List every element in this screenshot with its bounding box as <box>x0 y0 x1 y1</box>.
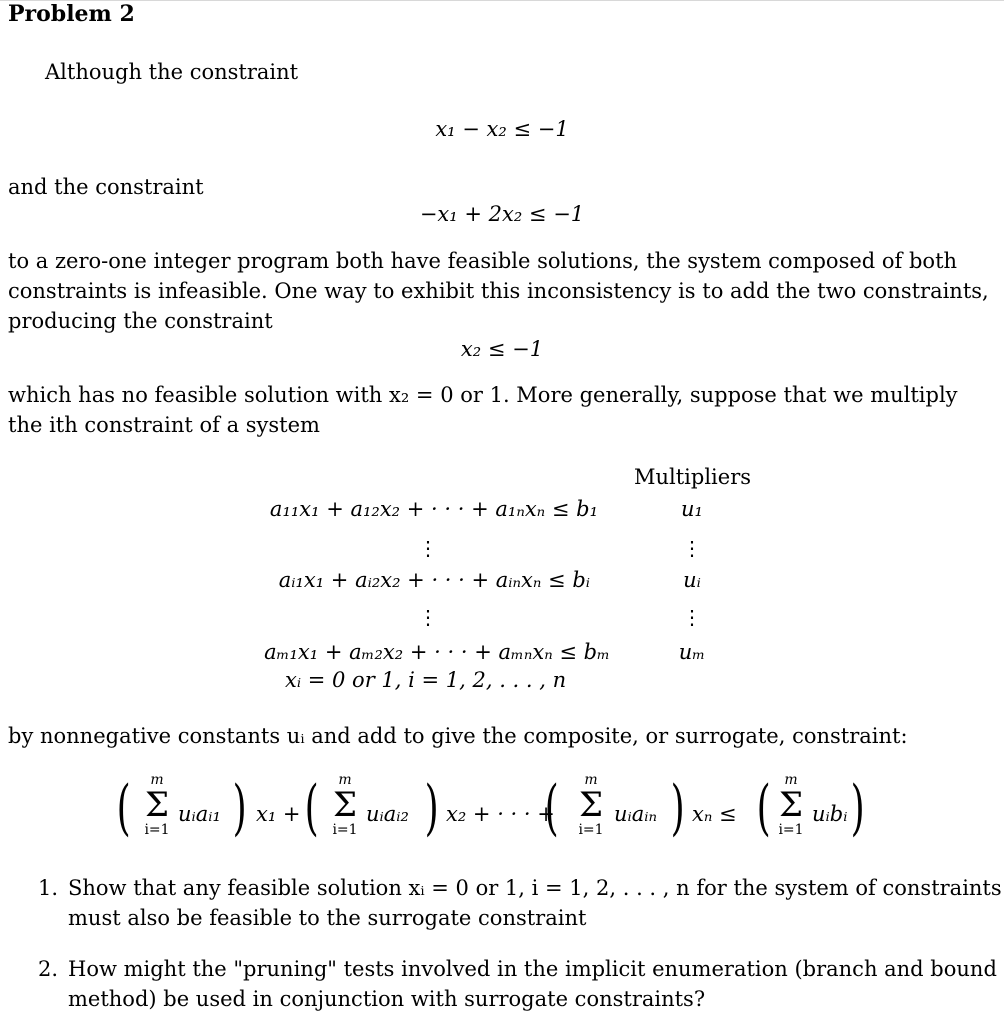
left-paren-4: ( <box>756 773 771 843</box>
left-paren-2: ( <box>304 773 319 843</box>
domain-constraint: xᵢ = 0 or 1, i = 1, 2, . . . , n <box>285 668 567 692</box>
and-text: and the constraint <box>8 175 204 199</box>
x2-term: x₂ + · · · + <box>446 802 555 826</box>
summation-4: m Σ i=1 <box>778 772 804 838</box>
term-2: uᵢaᵢ₂ <box>366 802 409 826</box>
multiplier-um: uₘ <box>678 640 706 664</box>
paragraph-1-line-3: producing the constraint <box>8 309 273 333</box>
right-paren-3: ) <box>670 773 685 843</box>
top-rule <box>0 0 1004 1</box>
constraint-row-1: a₁₁x₁ + a₁₂x₂ + · · · + a₁ₙxₙ ≤ b₁ <box>269 497 598 521</box>
summation-2: m Σ i=1 <box>332 772 358 838</box>
x1-term: x₁ + <box>256 802 301 826</box>
xn-term: xₙ ≤ <box>692 802 737 826</box>
equation-3: x₂ ≤ −1 <box>460 337 544 361</box>
summation-3: m Σ i=1 <box>578 772 604 838</box>
constraint-row-i: aᵢ₁x₁ + aᵢ₂x₂ + · · · + aᵢₙxₙ ≤ bᵢ <box>278 568 590 592</box>
multiplier-u1: u₁ <box>681 497 703 521</box>
summation-1: m Σ i=1 <box>144 772 170 838</box>
list-item-2: 2. How might the "pruning" tests involved in the implicit enumeration (branch and bound <box>38 957 997 981</box>
vdots-right-1: ⋮ <box>682 536 702 560</box>
list-item-1-continued: must also be feasible to the surrogate constraint <box>68 906 587 930</box>
intro-text: Although the constraint <box>45 60 299 84</box>
right-paren-4: ) <box>850 773 865 843</box>
list-item-2-continued: method) be used in conjunction with surrogate constraints? <box>68 987 706 1011</box>
constraint-row-m: aₘ₁x₁ + aₘ₂x₂ + · · · + aₘₙxₙ ≤ bₘ <box>264 640 610 664</box>
vdots-left-2: ⋮ <box>418 605 438 629</box>
equation-1: x₁ − x₂ ≤ −1 <box>435 117 569 141</box>
problem-heading: Problem 2 <box>8 1 135 27</box>
term-b: uᵢbᵢ <box>812 802 848 826</box>
paragraph-1-line-2: constraints is infeasible. One way to exhibit this inconsistency is to add the two constraints, <box>8 279 989 303</box>
left-paren-3: ( <box>544 773 559 843</box>
left-paren-1: ( <box>116 773 131 843</box>
paragraph-2-line-2: the ith constraint of a system <box>8 413 320 437</box>
vdots-right-2: ⋮ <box>682 605 702 629</box>
vdots-left-1: ⋮ <box>418 536 438 560</box>
paragraph-1-line-1: to a zero-one integer program both have feasible solutions, the system composed of both <box>8 249 958 273</box>
right-paren-1: ) <box>232 773 247 843</box>
term-n: uᵢaᵢₙ <box>614 802 658 826</box>
paragraph-2-line-1: which has no feasible solution with x₂ = 0 or 1. More generally, suppose that we multiply <box>8 383 958 407</box>
paragraph-3: by nonnegative constants uᵢ and add to give the composite, or surrogate, constraint: <box>8 724 908 748</box>
right-paren-2: ) <box>424 773 439 843</box>
list-item-1: 1. Show that any feasible solution xᵢ = 0 or 1, i = 1, 2, . . . , n for the system of constraints <box>38 876 1002 900</box>
equation-2: −x₁ + 2x₂ ≤ −1 <box>419 202 585 226</box>
multiplier-ui: uᵢ <box>683 568 701 592</box>
term-1: uᵢaᵢ₁ <box>178 802 221 826</box>
surrogate-constraint <box>0 772 1004 854</box>
multipliers-header: Multipliers <box>634 465 752 489</box>
